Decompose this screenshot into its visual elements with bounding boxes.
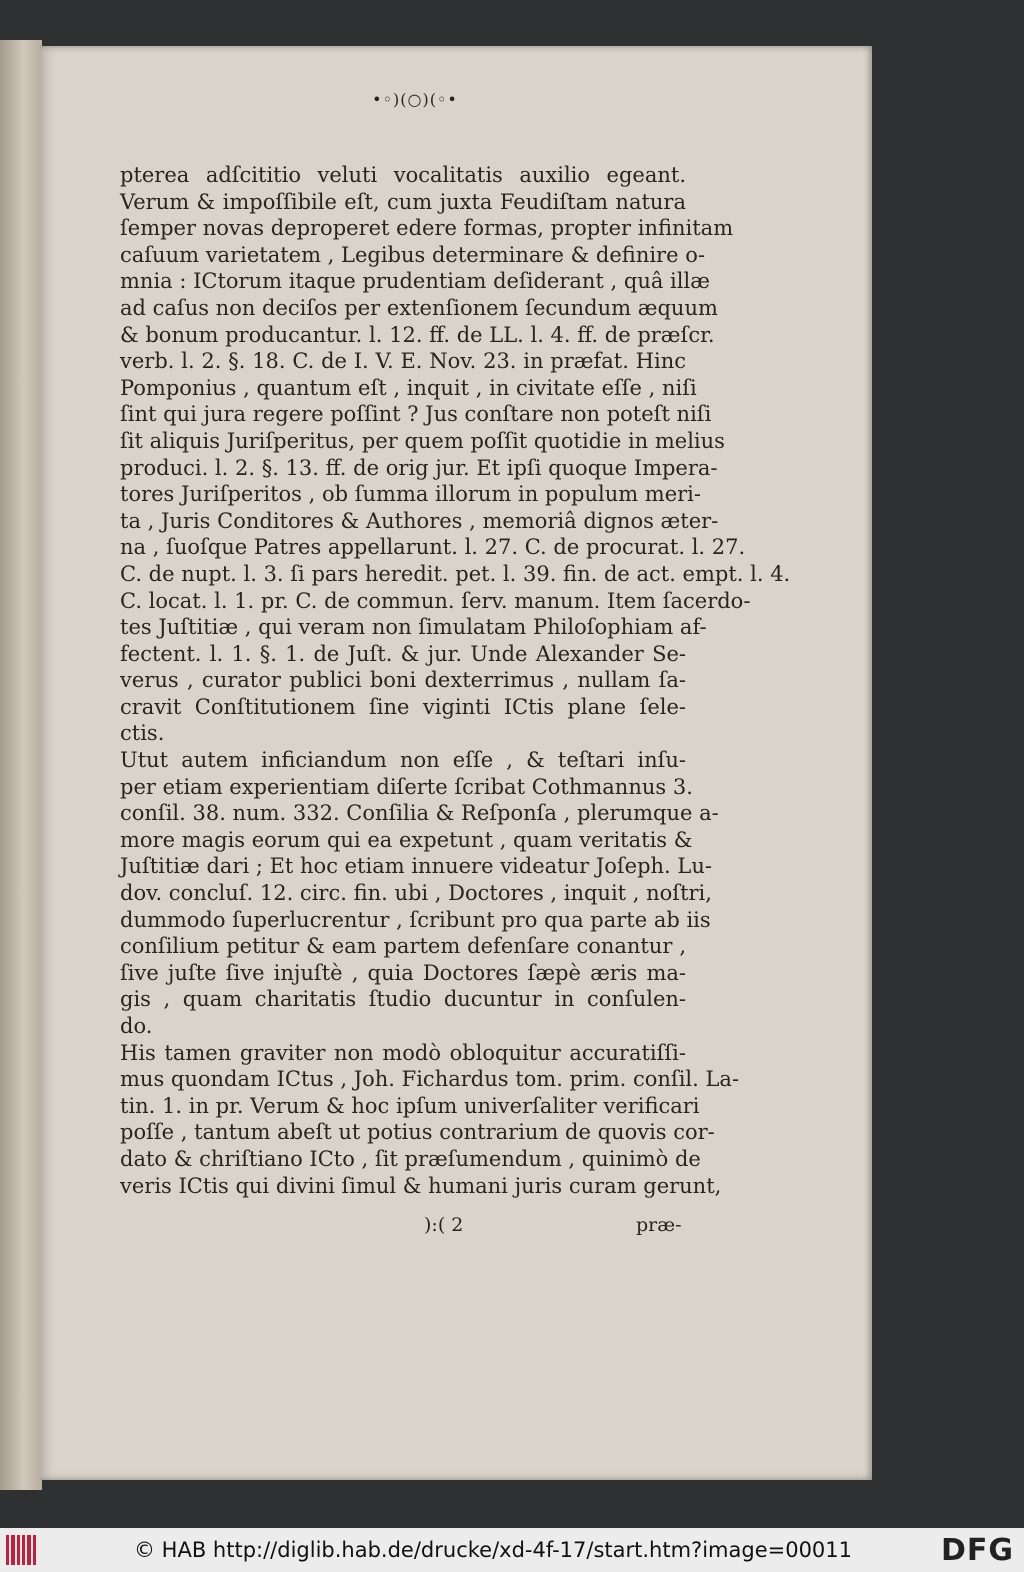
text-line: per etiam experientiam diſerte ſcribat Cothmannus 3. <box>120 774 693 799</box>
text-line: do. <box>120 1014 153 1038</box>
text-line: verus , curator publici boni dexterrimus , nullam ſa- <box>120 668 686 693</box>
hab-logo-icon <box>6 1535 36 1565</box>
text-line: more magis eorum qui ea expetunt , quam veritatis & <box>120 827 693 852</box>
text-line: produci. l. 2. §. 13. ff. de orig jur. Et ipſi quoque Impera- <box>120 455 718 480</box>
text-line: ta , Juris Conditores & Authores , memoriâ dignos æter- <box>120 508 719 533</box>
source-url-link[interactable]: © HAB http://diglib.hab.de/drucke/xd-4f-17/start.htm?image=00011 <box>134 1538 853 1562</box>
text-line: ctis. <box>120 721 165 746</box>
text-line: conſilium petitur & eam partem defenſare conantur , <box>120 934 686 959</box>
text-line: ſint qui jura regere poſſint ? Jus conſtare non poteſt niſi <box>120 402 712 427</box>
text-line: ſit aliquis Juriſperitus, per quem poſſit quotidie in melius <box>120 428 725 453</box>
text-line: His tamen graviter non modò obloquitur accuratiſſi- <box>120 1040 686 1065</box>
text-line: dov. concluſ. 12. circ. fin. ubi , Doctores , inquit , noſtri, <box>120 881 712 906</box>
text-line: gis , quam charitatis ſtudio ducuntur in conſulen- <box>120 987 686 1012</box>
text-line: Verum & impoſſibile eſt, cum juxta Feudiſtam natura <box>120 189 686 214</box>
text-line: caſuum varietatem , Legibus determinare & definire o- <box>120 242 705 267</box>
text-line: poſſe , tantum abeſt ut potius contrarium de quovis cor- <box>120 1120 715 1145</box>
text-line: mnia : ICtorum itaque prudentiam deſiderant , quâ illæ <box>120 269 710 294</box>
signature-mark: ):( 2 <box>424 1214 464 1236</box>
text-line: tin. 1. in pr. Verum & hoc ipſum univerſaliter verificari <box>120 1093 700 1118</box>
text-line: ad caſus non deciſos per extenſionem ſecundum æquum <box>120 295 718 320</box>
text-line: cravit Conſtitutionem ſine viginti ICtis plane ſele- <box>120 694 686 719</box>
text-line: tes Juſtitiæ , qui veram non ſimulatam Philoſophiam af- <box>120 615 707 640</box>
text-line: C. locat. l. 1. pr. C. de commun. ſerv. manum. Item ſacerdo- <box>120 588 751 613</box>
text-line: verb. l. 2. §. 18. C. de I. V. E. Nov. 23. in præfat. Hinc <box>120 349 686 374</box>
text-line: veris ICtis qui divini ſimul & humani juris curam gerunt, <box>120 1173 722 1198</box>
header-ornament: •◦)(○)(◦• <box>372 90 458 109</box>
footer-bar <box>0 1528 1024 1572</box>
left-page-edge <box>0 40 42 1490</box>
dfg-logo-icon: DFG <box>940 1532 1014 1568</box>
text-line: Juſtitiæ dari ; Et hoc etiam innuere videatur Joſeph. Lu- <box>120 854 712 879</box>
text-line: dummodo ſuperlucrentur , ſcribunt pro qua parte ab iis <box>120 907 711 932</box>
text-line: dato & chriſtiano ICto , ſit præſumendum , quinimò de <box>120 1146 701 1171</box>
text-line: pterea adſcititio veluti vocalitatis auxilio egeant. <box>120 163 686 187</box>
text-line: C. de nupt. l. 3. ſi pars heredit. pet. l. 39. fin. de act. empt. l. 4. <box>120 561 791 586</box>
text-line: fectent. l. 1. §. 1. de Juſt. & jur. Unde Alexander Se- <box>120 641 686 666</box>
text-line: Pomponius , quantum eſt , inquit , in civitate eſſe , niſi <box>120 375 697 400</box>
text-line: tores Juriſperitos , ob ſumma illorum in populum meri- <box>120 482 701 507</box>
text-line: & bonum producantur. l. 12. ff. de LL. l. 4. ff. de præſcr. <box>120 322 715 347</box>
catchword: præ- <box>636 1214 682 1236</box>
text-line: na , ſuoſque Patres appellarunt. l. 27. C. de procurat. l. 27. <box>120 535 746 560</box>
page-text <box>120 162 791 1199</box>
text-line: mus quondam ICtus , Joh. Fichardus tom. prim. conſil. La- <box>120 1067 740 1092</box>
text-line: ſemper novas deproperet edere formas, propter infinitam <box>120 216 734 241</box>
text-line: conſil. 38. num. 332. Conſilia & Reſponſa , plerumque a- <box>120 801 719 826</box>
text-line: Utut autem inficiandum non eſſe , & teſtari inſu- <box>120 748 686 773</box>
text-line: ſive juſte ſive injuſtè , quia Doctores ſæpè æris ma- <box>120 960 686 985</box>
